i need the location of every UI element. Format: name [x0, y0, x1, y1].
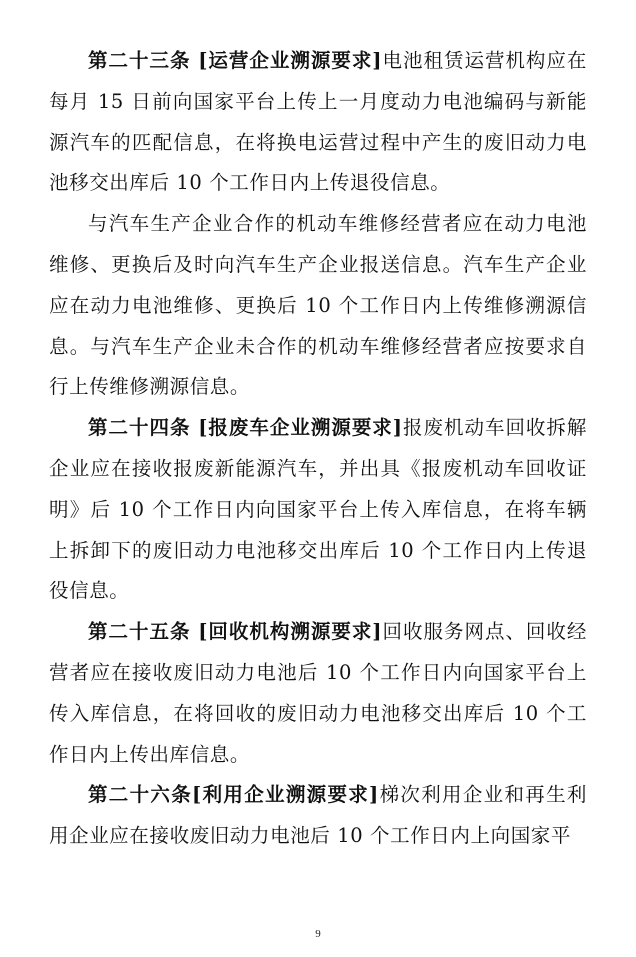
page-number: 9: [315, 928, 321, 940]
article-24-heading: 第二十四条 [报废车企业溯源要求]: [88, 416, 403, 440]
document-page: [49, 41, 587, 857]
article-23: [49, 41, 587, 204]
article-26-body: 梯次利用企业和再生利用企业应在接收废旧动力电池后 10 个工作日内上向国家平: [49, 783, 587, 848]
article-23-continued-body: 与汽车生产企业合作的机动车维修经营者应在动力电池维修、更换后及时向汽车生产企业报送信息。汽车生产企业应在动力电池维修、更换后 10 个工作日内上传维修溯源信息。与汽车生产企业未合作的机动车维修经营者应按要求自行上传维修溯源信息。: [49, 212, 587, 399]
article-23-continued: [49, 204, 587, 408]
article-25: [49, 612, 587, 775]
article-25-body: 回收服务网点、回收经营者应在接收废旧动力电池后 10 个工作日内向国家平台上传入库信息，在将回收的废旧动力电池移交出库后 10 个工作日内上传出库信息。: [49, 620, 587, 766]
article-26: [49, 775, 587, 857]
article-24: [49, 408, 587, 612]
article-23-body: 电池租赁运营机构应在每月 15 日前向国家平台上传上一月度动力电池编码与新能源汽车的匹配信息，在将换电运营过程中产生的废旧动力电池移交出库后 10 个工作日内上传退役信息。: [49, 49, 587, 195]
article-24-body: 报废机动车回收拆解企业应在接收报废新能源汽车，并出具《报废机动车回收证明》后 10 个工作日内向国家平台上传入库信息，在将车辆上拆卸下的废旧动力电池移交出库后 10 个工作日内上传退役信息。: [49, 416, 587, 603]
article-23-heading: 第二十三条 [运营企业溯源要求]: [88, 49, 383, 72]
article-26-heading: 第二十六条[利用企业溯源要求]: [88, 783, 379, 807]
article-25-heading: 第二十五条 [回收机构溯源要求]: [88, 620, 383, 644]
